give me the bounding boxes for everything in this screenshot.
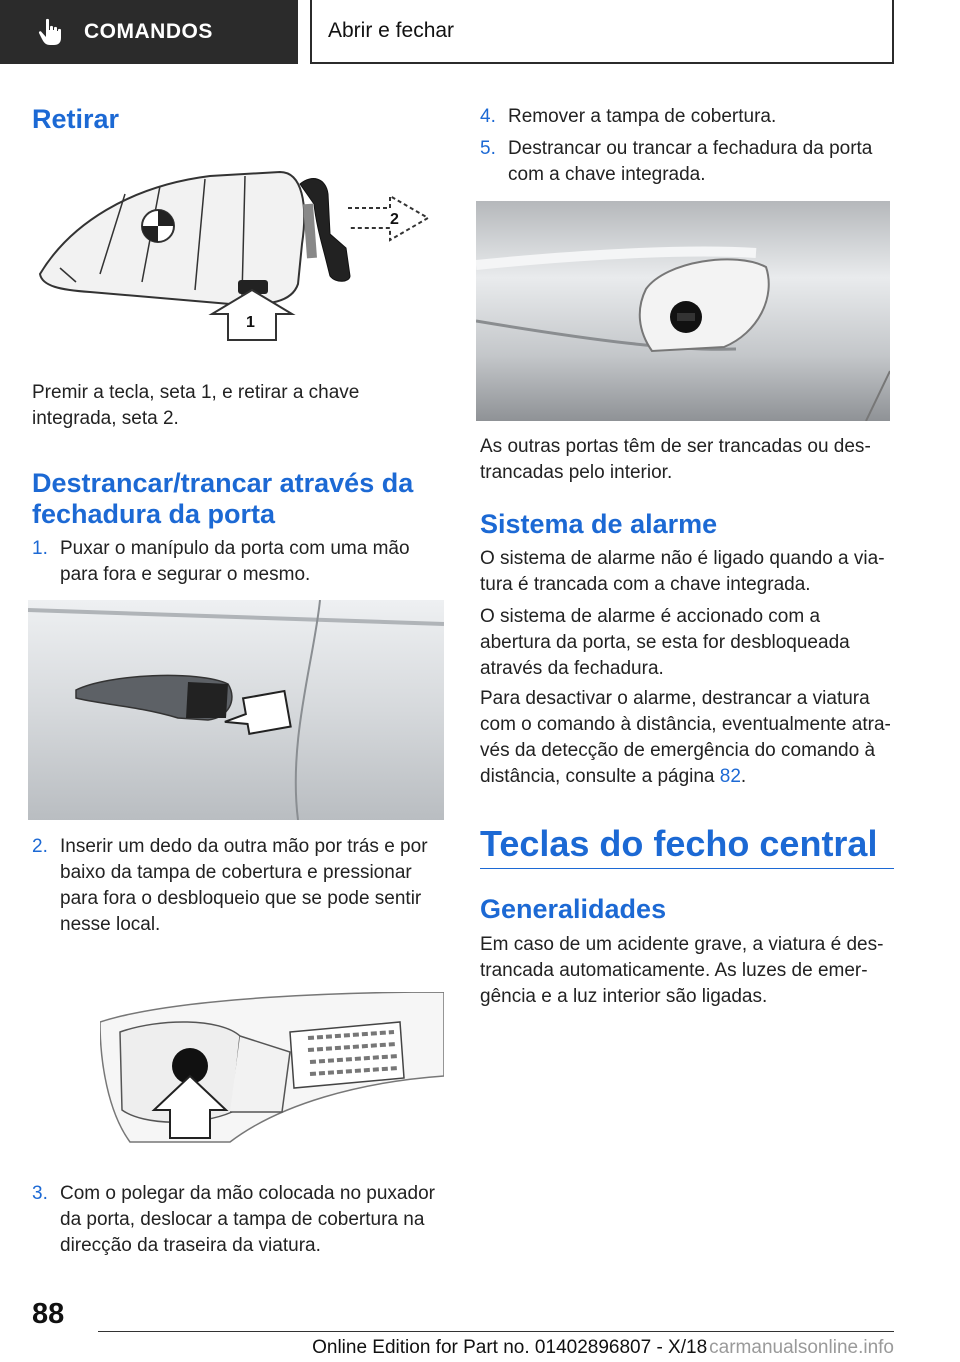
lock-cylinder-photo — [476, 201, 890, 421]
section-label: Abrir e fechar — [328, 19, 455, 42]
chapter-tab — [0, 0, 298, 64]
chapter-label: COMANDOS — [84, 20, 213, 43]
heading-sistema-alarme: Sistema de alarme — [480, 509, 718, 539]
list-item: 1. Puxar o manípulo da porta com uma mão para fora e segurar o mesmo. — [32, 538, 410, 585]
list-item: 5. Destrancar ou trancar a fechadura da porta com a chave integrada. — [480, 138, 873, 185]
watermark: carmanualsonline.info — [709, 1337, 894, 1358]
cover-cap-illustration — [100, 992, 444, 1144]
arrow-1-label: 1 — [246, 314, 255, 331]
heading-teclas-fecho-central: Teclas do fecho central — [480, 823, 878, 864]
section-header — [310, 0, 894, 64]
hand-pointer-icon — [38, 17, 64, 47]
page-ref-link[interactable]: 82 — [719, 766, 741, 787]
footer-edition: Online Edition for Part no. 01402896807 - X/18 carmanualsonline.info — [312, 1337, 894, 1358]
heading-generalidades: Generalidades — [480, 894, 667, 924]
page-number: 88 — [32, 1298, 65, 1330]
list-item: 2. Inserir um dedo da outra mão por trás e por baixo da tampa de cobertura e pressionar para fora o desbloqueio que se pode sentir nesse local. — [32, 836, 428, 935]
door-handle-photo — [28, 600, 444, 820]
retirar-paragraph: Premir a tecla, seta 1, e retirar a chave integrada, seta 2. — [32, 382, 360, 429]
heading-retirar: Retirar — [32, 104, 120, 134]
alarme-paragraph-3: Para desactivar o alarme, destrancar a viatura com o comando à distância, eventualmente através da detecção de emergência do comando à distância, consulte a página 82. — [480, 688, 891, 787]
outras-portas-paragraph: As outras portas têm de ser trancadas ou destrancadas pelo interior. — [480, 436, 871, 483]
list-item: 4. Remover a tampa de cobertura. — [480, 106, 777, 127]
generalidades-paragraph: Em caso de um acidente grave, a viatura é destrancada automaticamente. As luzes de emergência e a luz interior são ligadas. — [480, 934, 884, 1007]
list-item: 3. Com o polegar da mão colocada no puxador da porta, deslocar a tampa de cobertura na direcção da traseira da viatura. — [32, 1183, 435, 1256]
section-rule — [480, 868, 894, 869]
arrow-2-label: 2 — [390, 211, 399, 228]
alarme-paragraph-2: O sistema de alarme é accionado com a abertura da porta, se esta for desbloqueada através da fechadura. — [480, 606, 850, 679]
footer-rule — [98, 1331, 894, 1332]
heading-destrancar: Destrancar/trancar através da fechadura da porta — [32, 468, 414, 529]
key-removal-illustration — [30, 164, 444, 360]
alarme-paragraph-1: O sistema de alarme não é ligado quando a viatura é trancada com a chave integrada. — [480, 548, 885, 595]
